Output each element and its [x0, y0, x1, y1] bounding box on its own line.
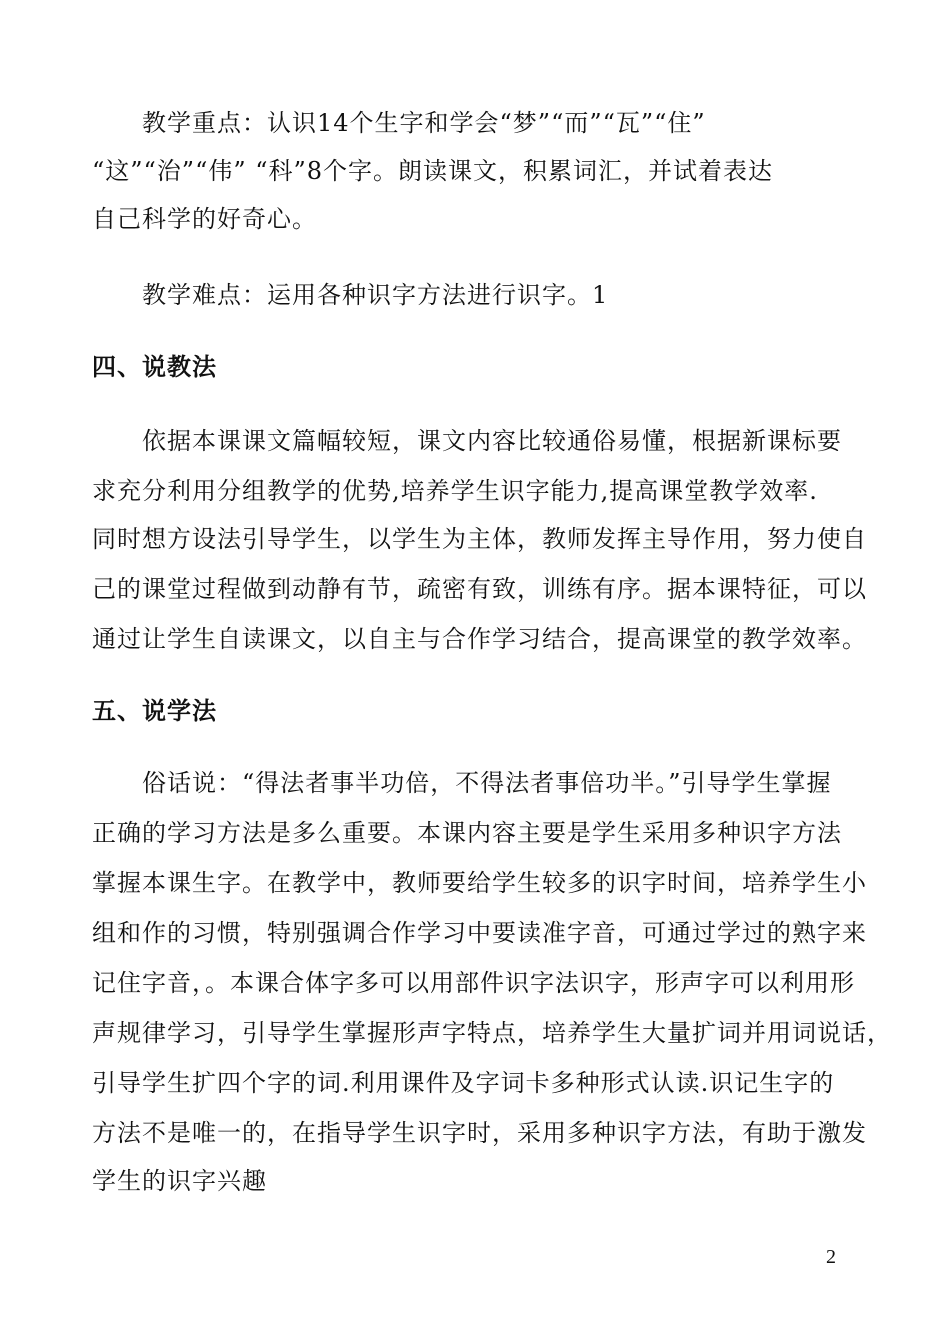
learning-line-6: 声规律学习，引导学生掌握形声字特点，培养学生大量扩词并用词说话， [92, 1019, 892, 1047]
focus-line-2: “这”“治”“伟” “科”8个字。朗读课文，积累词汇，并试着表达 [92, 157, 774, 185]
focus-line-1: 教学重点：认识14个生字和学会“梦”“而”“瓦”“住” [142, 109, 706, 137]
teaching-line-3: 同时想方设法引导学生，以学生为主体，教师发挥主导作用，努力使自 [92, 525, 867, 553]
learning-line-8: 方法不是唯一的，在指导学生识字时，采用多种识字方法，有助于激发 [92, 1119, 867, 1147]
section-heading-teaching-method: 四、说教法 [92, 353, 217, 381]
difficulty-line: 教学难点：运用各种识字方法进行识字。1 [142, 281, 609, 309]
learning-line-7: 引导学生扩四个字的词.利用课件及字词卡多种形式认读.识记生字的 [92, 1069, 835, 1097]
page-number: 2 [826, 1246, 836, 1268]
focus-line-3: 自己科学的好奇心。 [92, 205, 317, 233]
learning-line-4: 组和作的习惯，特别强调合作学习中要读准字音，可通过学过的熟字来 [92, 919, 867, 947]
teaching-line-5: 通过让学生自读课文，以自主与合作学习结合，提高课堂的教学效率。 [92, 625, 867, 653]
learning-line-3: 掌握本课生字。在教学中，教师要给学生较多的识字时间，培养学生小 [92, 869, 867, 897]
teaching-line-4: 己的课堂过程做到动静有节，疏密有致，训练有序。据本课特征，可以 [92, 575, 867, 603]
section-heading-learning-method: 五、说学法 [92, 697, 217, 725]
teaching-line-1: 依据本课课文篇幅较短，课文内容比较通俗易懂，根据新课标要 [142, 427, 842, 455]
learning-line-9: 学生的识字兴趣 [92, 1167, 267, 1195]
learning-line-5: 记住字音，。本课合体字多可以用部件识字法识字，形声字可以利用形 [92, 969, 855, 997]
teaching-line-2: 求充分利用分组教学的优势,培养学生识字能力,提高课堂教学效率. [92, 477, 818, 505]
learning-line-2: 正确的学习方法是多么重要。本课内容主要是学生采用多种识字方法 [92, 819, 842, 847]
learning-line-1: 俗话说：“得法者事半功倍，不得法者事倍功半。”引导学生掌握 [142, 769, 832, 797]
